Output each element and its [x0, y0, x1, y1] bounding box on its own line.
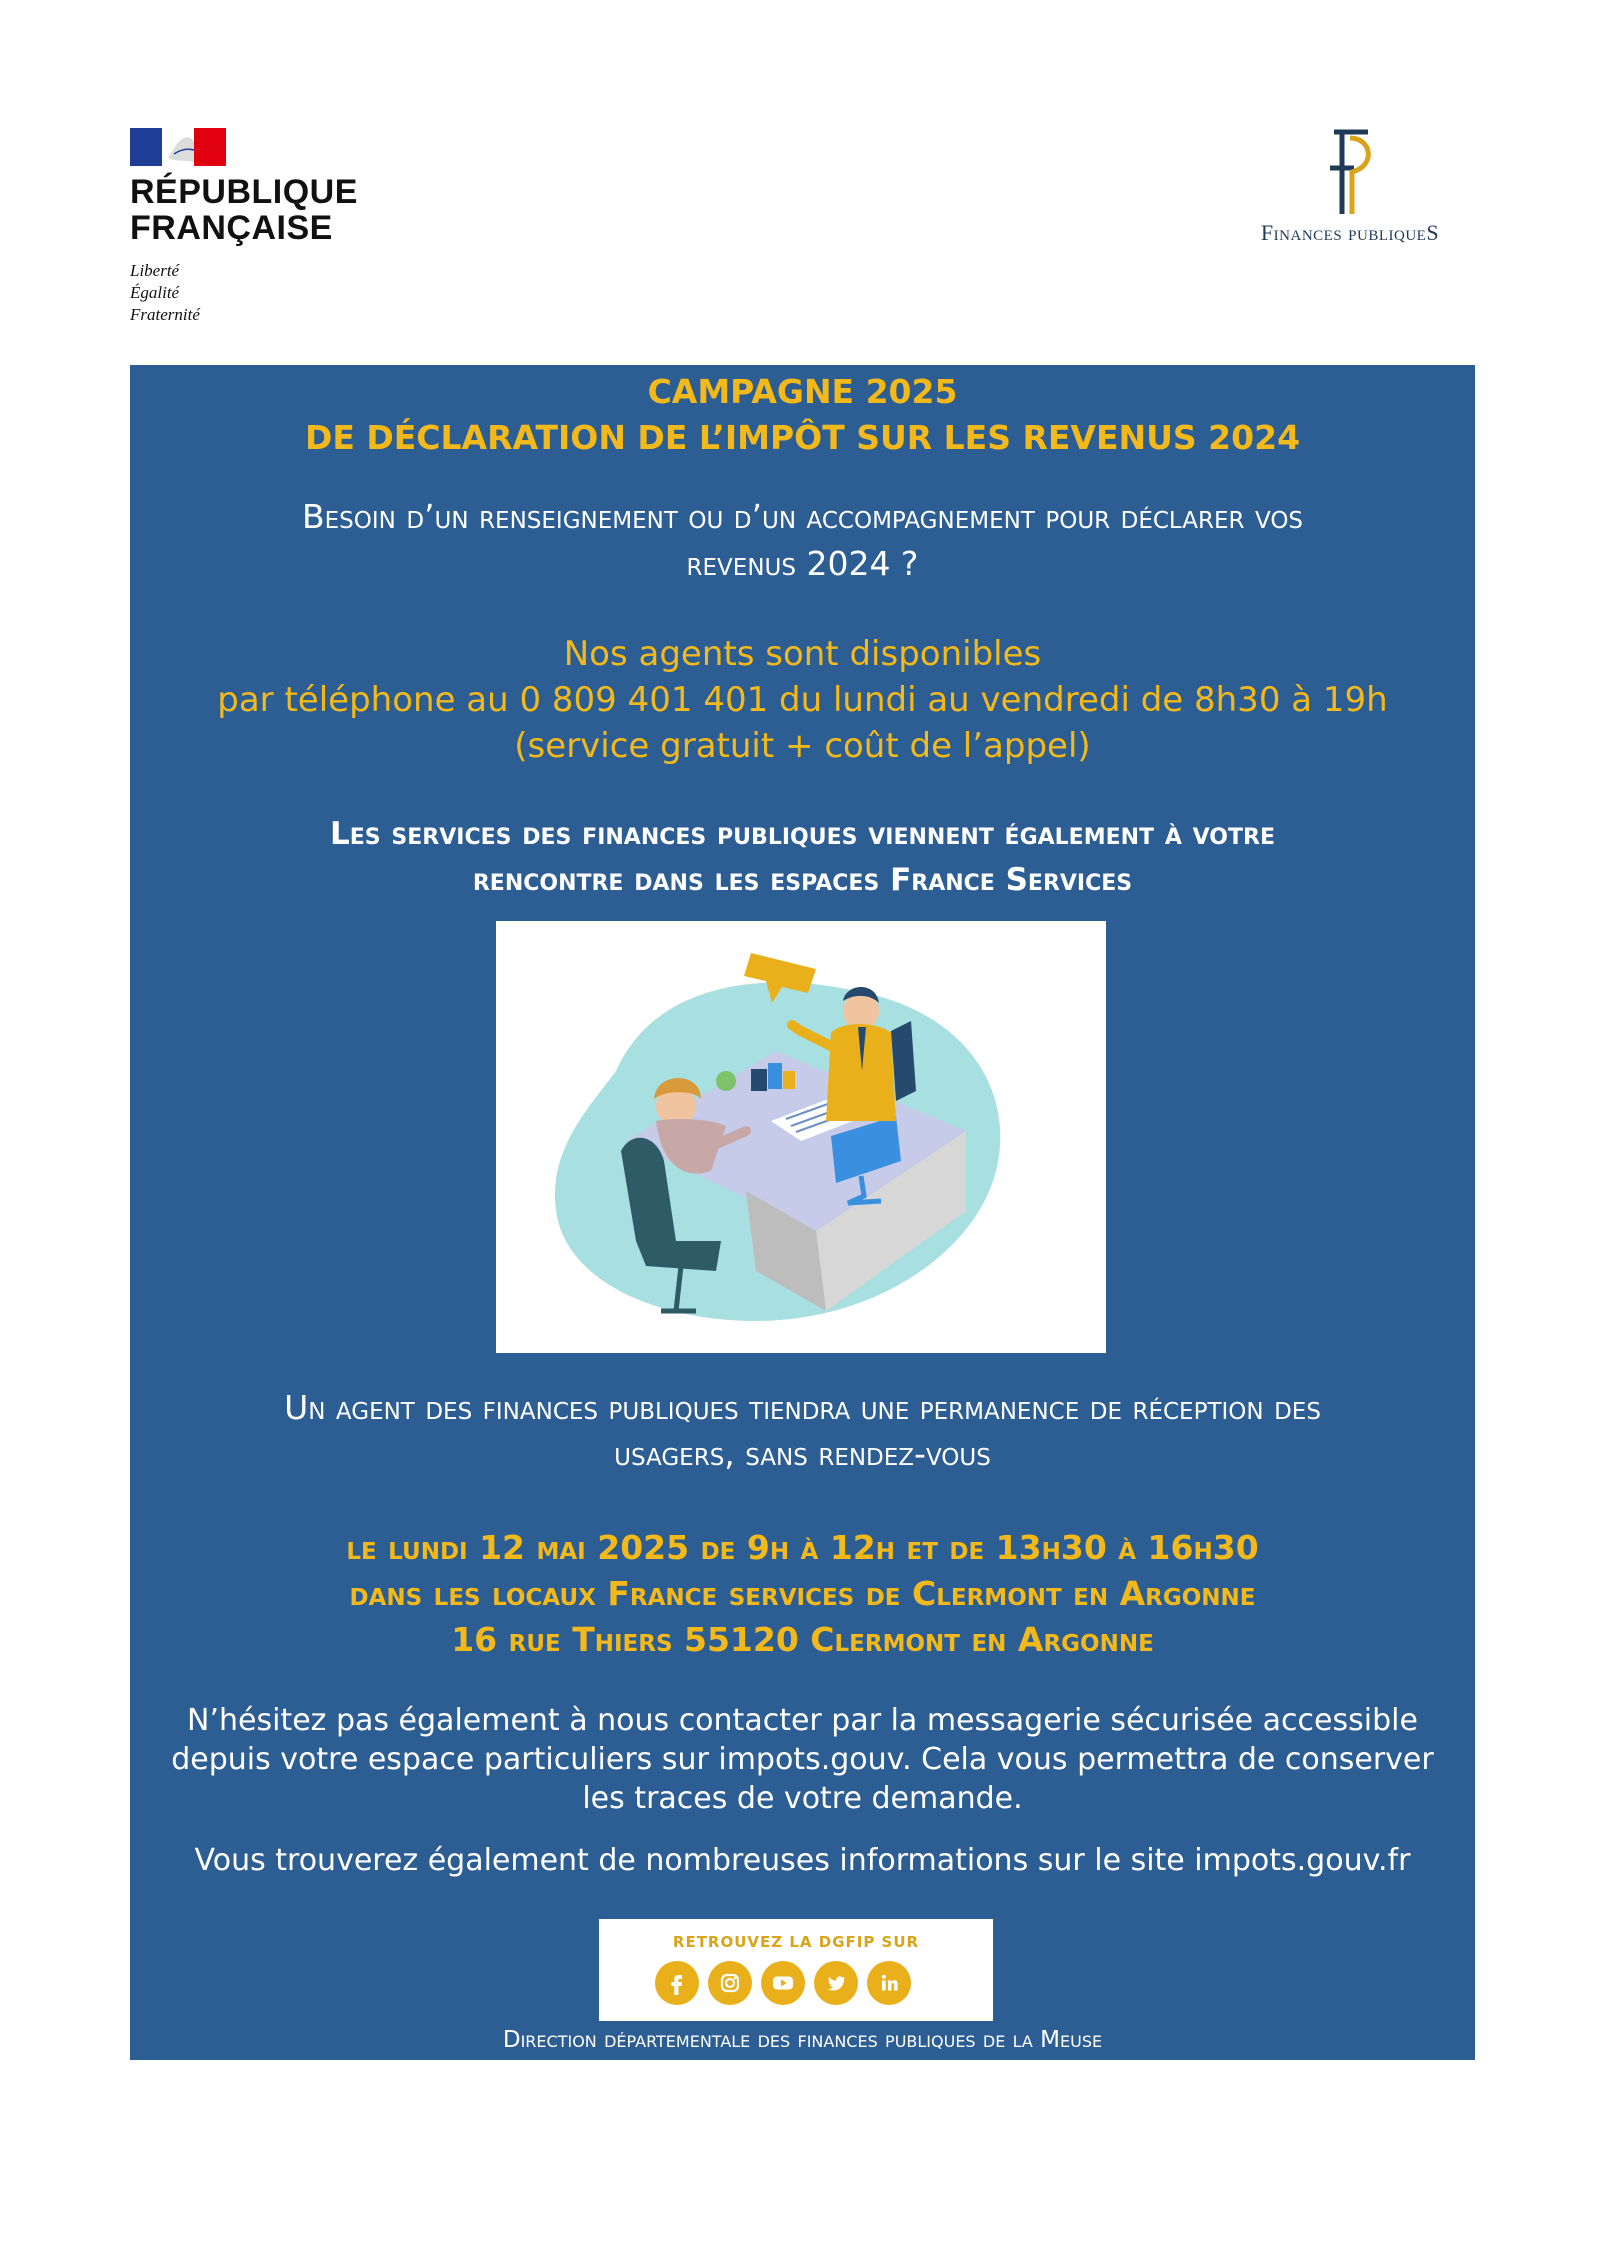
services-line1: Les services des finances publiques viennent également à votre [330, 816, 1275, 852]
when-line3: 16 rue Thiers 55120 Clermont en Argonne [451, 1620, 1154, 1659]
footer-direction: Direction départementale des finances publiques de la Meuse [502, 2027, 1103, 2053]
secure-messaging-text [130, 1701, 1475, 1818]
finances-publiques-logo [1220, 128, 1480, 246]
permanence-line1: Un agent des finances publiques tiendra une permanence de réception des [284, 1388, 1321, 1427]
message-line2: depuis votre espace particuliers sur impots.gouv. Cela vous permettra de conserver [171, 1742, 1434, 1777]
fp-monogram-icon [1320, 128, 1380, 218]
motto-fraternite: Fraternité [130, 305, 200, 324]
website-info: Vous trouverez également de nombreuses informations sur le site impots.gouv.fr [194, 1843, 1411, 1878]
facebook-icon[interactable] [655, 1961, 699, 2005]
motto-liberte: Liberté [130, 261, 180, 280]
when-line2: dans les locaux France services de Clermont en Argonne [349, 1574, 1256, 1613]
message-line3: les traces de votre demande. [582, 1781, 1023, 1816]
permanence-date-location [130, 1525, 1475, 1663]
linkedin-icon[interactable] [867, 1961, 911, 2005]
republique-line1: RÉPUBLIQUE [130, 173, 358, 211]
youtube-icon[interactable] [761, 1961, 805, 2005]
finances-publiques-text: Finances publiqueS [1260, 220, 1440, 245]
question-line2: revenus 2024 ? [686, 544, 919, 583]
republique-line2: FRANÇAISE [130, 209, 333, 247]
social-label: RETROUVEZ LA DGFIP SUR [672, 1933, 920, 1951]
message-line1: N’hésitez pas également à nous contacter par la messagerie sécurisée accessible [187, 1703, 1418, 1738]
marianne-flag-icon [130, 128, 226, 166]
title-line1: CAMPAGNE 2025 [647, 372, 958, 411]
services-text [130, 811, 1475, 903]
title-line2: DE DÉCLARATION DE L’IMPÔT SUR LES REVENUS 2024 [304, 418, 1301, 457]
twitter-icon[interactable] [814, 1961, 858, 2005]
campaign-title [130, 369, 1475, 461]
agent-meeting-illustration [496, 921, 1106, 1353]
permanence-text [130, 1385, 1475, 1477]
agents-line2: par téléphone au 0 809 401 401 du lundi au vendredi de 8h30 à 19h [217, 680, 1388, 720]
agents-line1: Nos agents sont disponibles [563, 634, 1042, 674]
agents-line3: (service gratuit + coût de l’appel) [514, 726, 1091, 766]
agents-availability [130, 631, 1475, 769]
social-media-banner [599, 1919, 993, 2021]
permanence-line2: usagers, sans rendez-vous [614, 1434, 991, 1473]
campaign-panel [130, 365, 1475, 2060]
instagram-icon[interactable] [708, 1961, 752, 2005]
when-line1: le lundi 12 mai 2025 de 9h à 12h et de 13h30 à 16h30 [346, 1528, 1259, 1567]
question-line1: Besoin d’un renseignement ou d’un accompagnement pour déclarer vos [301, 497, 1304, 536]
republique-francaise-logo [130, 128, 390, 326]
motto-egalite: Égalité [130, 283, 180, 302]
meeting-scene-icon [496, 921, 1106, 1353]
services-line2: rencontre dans les espaces France Services [472, 862, 1133, 898]
question-text [130, 493, 1475, 587]
